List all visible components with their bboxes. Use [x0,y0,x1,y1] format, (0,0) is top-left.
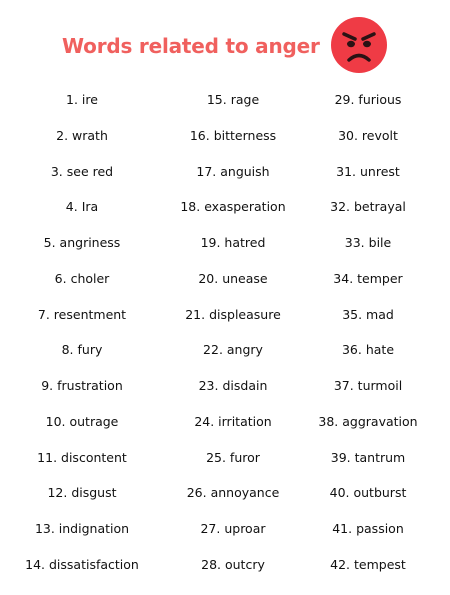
list-item: 27. uproar [200,521,266,536]
list-item: 32. betrayal [330,199,406,215]
list-item: 22. angry [203,342,263,358]
list-item: 21. displeasure [185,306,281,322]
list-item: 28. outcry [201,556,265,572]
list-item: 19. hatred [200,235,266,250]
list-item: 37. turmoil [333,378,403,393]
list-item: 18. exasperation [180,199,286,215]
list-item: 5. angriness [43,235,121,250]
list-item: 10. outrage [45,413,119,429]
list-item: 41. passion [332,521,404,536]
list-item: 4. Ira [65,199,99,215]
list-item: 24. irritation [194,413,272,429]
list-item: 12. disgust [47,485,117,501]
list-item: 30. revolt [338,127,398,143]
list-item: 38. aggravation [318,413,418,429]
list-item: 29. furious [334,92,402,107]
list-item: 8. fury [61,342,103,358]
list-item: 1. ire [66,92,98,107]
list-item: 15. rage [206,92,260,107]
list-item: 11. discontent [37,449,127,465]
list-item: 33. bile [344,235,392,250]
word-column-3 [293,86,443,587]
list-item: 36. hate [341,342,395,358]
list-item: 42. tempest [330,556,406,572]
list-item: 16. bitterness [189,127,277,143]
list-item: 23. disdain [198,378,268,393]
angry-face-icon [330,16,388,74]
list-item: 7. resentment [37,306,127,322]
list-item: 26. annoyance [186,485,280,501]
word-column-2 [158,86,308,587]
list-item: 40. outburst [329,485,407,501]
word-column-1 [7,86,157,587]
list-item: 34. temper [333,270,403,286]
list-item: 35. mad [342,306,394,322]
list-item: 14. dissatisfaction [25,556,139,572]
list-item: 2. wrath [56,127,108,143]
list-item: 17. anguish [196,163,270,179]
list-item: 20. unease [198,270,268,286]
page-title: Words related to anger [62,34,320,58]
list-item: 39. tantrum [330,449,406,465]
list-item: 13. indignation [34,521,130,536]
list-item: 6. choler [54,270,110,286]
list-item: 31. unrest [336,163,400,179]
list-item: 3. see red [50,163,114,179]
list-item: 25. furor [206,449,260,465]
list-item: 9. frustration [41,378,123,393]
